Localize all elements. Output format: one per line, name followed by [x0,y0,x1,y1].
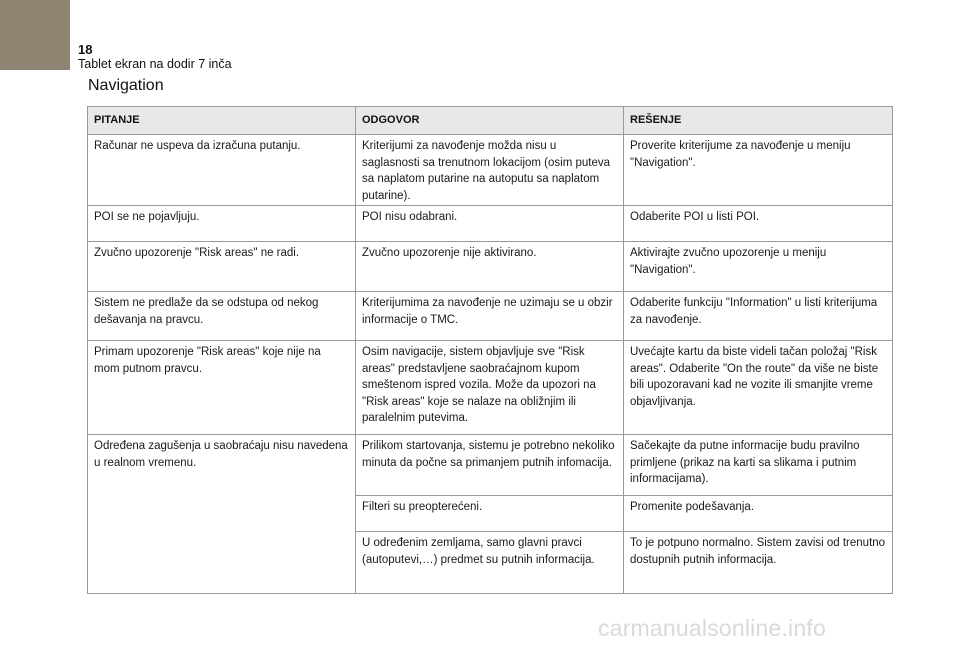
solution-cell: Aktivirajte zvučno upozorenje u meniju "Navigation". [624,242,893,292]
answer-cell: Prilikom startovanja, sistemu je potrebno nekoliko minuta da počne sa primanjem putnih infomacija. [356,435,624,496]
table-row [88,435,893,496]
answer-cell: POI nisu odabrani. [356,206,624,242]
chapter-title: Tablet ekran na dodir 7 inča [78,57,232,71]
question-cell: Računar ne uspeva da izračuna putanju. [88,135,356,206]
column-header-question: PITANJE [88,107,356,135]
watermark: carmanualsonline.info [598,615,826,641]
table-row [88,292,893,341]
section-title: Navigation [88,77,164,94]
table-row [88,135,893,206]
question-cell: Zvučno upozorenje "Risk areas" ne radi. [88,242,356,292]
table-row [88,242,893,292]
answer-cell: Kriterijumi za navođenje možda nisu u saglasnosti sa trenutnom lokacijom (osim puteva sa naplatom putarine na autoputu sa naplatom putarine). [356,135,624,206]
troubleshooting-table [87,106,893,594]
answer-cell: Osim navigacije, sistem objavljuje sve "Risk areas" predstavljene saobraćajnom kupom smeštenom ispred vozila. Može da upozori na "Risk areas" koje se nalaze na obližnjim ili paralelnim putevima. [356,341,624,435]
solution-cell: Uvećajte kartu da biste videli tačan položaj "Risk areas". Odaberite "On the route" da više ne biste bili upozoravani kad ne vozite ili smanjite vreme objavljivanja. [624,341,893,435]
solution-cell: Odaberite funkciju "Information" u listi kriterijuma za navođenje. [624,292,893,341]
solution-cell: Promenite podešavanja. [624,496,893,532]
solution-cell: Proverite kriterijume za navođenje u meniju "Navigation". [624,135,893,206]
column-header-answer: ODGOVOR [356,107,624,135]
answer-cell: Zvučno upozorenje nije aktivirano. [356,242,624,292]
question-cell: POI se ne pojavljuju. [88,206,356,242]
solution-cell: Odaberite POI u listi POI. [624,206,893,242]
solution-cell: Sačekajte da putne informacije budu pravilno primljene (prikaz na karti sa slikama i putnim informacijama). [624,435,893,496]
column-header-solution: REŠENJE [624,107,893,135]
table-row [88,341,893,435]
answer-cell: Kriterijumima za navođenje ne uzimaju se u obzir informacije o TMC. [356,292,624,341]
solution-cell: To je potpuno normalno. Sistem zavisi od trenutno dostupnih putnih informacija. [624,532,893,594]
page-number: 18 [78,42,93,57]
answer-cell: Filteri su preopterećeni. [356,496,624,532]
question-cell: Primam upozorenje "Risk areas" koje nije na mom putnom pravcu. [88,341,356,435]
page-corner-tab [0,0,70,70]
answer-cell: U određenim zemljama, samo glavni pravci (autoputevi,…) predmet su putnih informacija. [356,532,624,594]
table-header-row [88,107,893,135]
question-cell: Sistem ne predlaže da se odstupa od nekog dešavanja na pravcu. [88,292,356,341]
table-row [88,206,893,242]
question-cell: Određena zagušenja u saobraćaju nisu navedena u realnom vremenu. [88,435,356,594]
